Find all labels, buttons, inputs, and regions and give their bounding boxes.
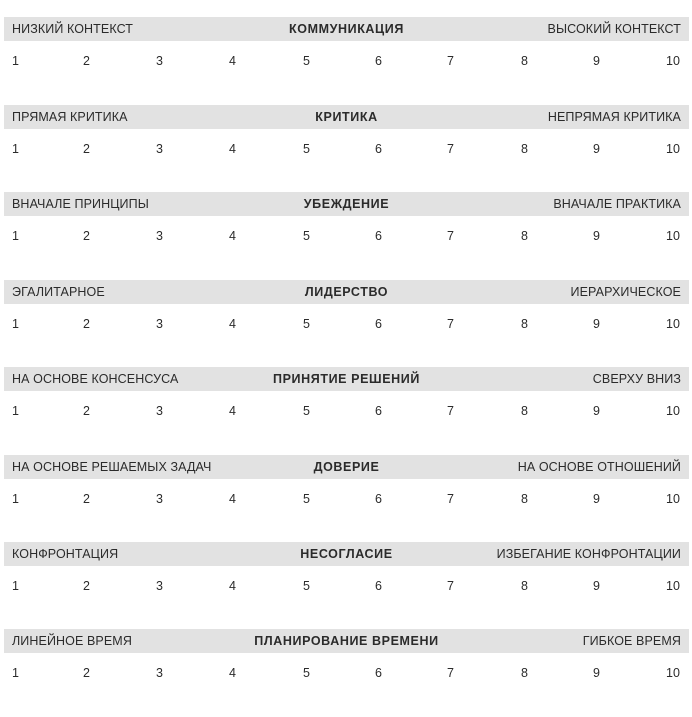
scale-number: 2	[83, 404, 90, 418]
scale-number: 3	[156, 142, 163, 156]
scale-number: 9	[593, 229, 600, 243]
scale-title: ЛИДЕРСТВО	[304, 285, 389, 299]
scale-block	[4, 367, 689, 455]
scale-number: 4	[229, 229, 236, 243]
scale-block	[4, 455, 689, 543]
scale-number: 8	[521, 666, 528, 680]
scale-number: 2	[83, 317, 90, 331]
scale-title: КОММУНИКАЦИЯ	[289, 22, 404, 36]
scale-block	[4, 542, 689, 630]
scale-numbers	[4, 316, 689, 332]
scale-number: 3	[156, 229, 163, 243]
scale-right-label: ГИБКОЕ ВРЕМЯ	[582, 634, 681, 648]
scale-number: 9	[593, 666, 600, 680]
scale-number: 1	[12, 579, 19, 593]
scale-number: 7	[447, 229, 454, 243]
scale-number: 8	[521, 54, 528, 68]
scale-number: 9	[593, 579, 600, 593]
scale-number: 8	[521, 404, 528, 418]
scale-number: 10	[666, 666, 680, 680]
scale-number: 1	[12, 404, 19, 418]
scale-number: 4	[229, 404, 236, 418]
scale-number: 1	[12, 142, 19, 156]
scale-number: 1	[12, 666, 19, 680]
scale-number: 10	[666, 54, 680, 68]
scale-title: ДОВЕРИЕ	[313, 460, 380, 474]
scale-header-bar	[4, 17, 689, 41]
scale-right-label: СВЕРХУ ВНИЗ	[592, 372, 681, 386]
scale-number: 5	[303, 404, 310, 418]
scale-number: 5	[303, 229, 310, 243]
scale-number: 2	[83, 579, 90, 593]
scale-number: 10	[666, 317, 680, 331]
scale-numbers	[4, 665, 689, 681]
scale-number: 8	[521, 492, 528, 506]
scale-right-label: ВНАЧАЛЕ ПРАКТИКА	[553, 197, 681, 211]
scale-number: 10	[666, 229, 680, 243]
scale-number: 6	[375, 666, 382, 680]
scale-number: 9	[593, 317, 600, 331]
scale-number: 3	[156, 404, 163, 418]
scale-left-label: НИЗКИЙ КОНТЕКСТ	[12, 22, 134, 36]
scale-block	[4, 17, 689, 105]
scale-number: 6	[375, 229, 382, 243]
scale-number: 9	[593, 404, 600, 418]
scale-number: 2	[83, 54, 90, 68]
scale-title: ПЛАНИРОВАНИЕ ВРЕМЕНИ	[254, 634, 439, 648]
scale-number: 4	[229, 492, 236, 506]
scale-number: 4	[229, 579, 236, 593]
scale-number: 7	[447, 142, 454, 156]
scale-number: 5	[303, 579, 310, 593]
scale-numbers	[4, 228, 689, 244]
scale-number: 6	[375, 579, 382, 593]
scale-right-label: ВЫСОКИЙ КОНТЕКСТ	[547, 22, 681, 36]
scale-number: 8	[521, 229, 528, 243]
scale-number: 2	[83, 142, 90, 156]
scale-title: НЕСОГЛАСИЕ	[300, 547, 393, 561]
scale-numbers	[4, 141, 689, 157]
scale-number: 10	[666, 492, 680, 506]
scale-header-bar	[4, 542, 689, 566]
scale-number: 9	[593, 142, 600, 156]
scale-number: 3	[156, 579, 163, 593]
scale-number: 9	[593, 54, 600, 68]
scale-title: КРИТИКА	[315, 110, 378, 124]
scale-numbers	[4, 578, 689, 594]
scale-block	[4, 192, 689, 280]
scale-number: 5	[303, 492, 310, 506]
scale-number: 5	[303, 142, 310, 156]
scale-header-bar	[4, 280, 689, 304]
scale-number: 6	[375, 54, 382, 68]
scale-title: ПРИНЯТИЕ РЕШЕНИЙ	[273, 372, 420, 386]
scale-number: 8	[521, 317, 528, 331]
scale-number: 6	[375, 142, 382, 156]
scale-number: 1	[12, 492, 19, 506]
scale-left-label: ЭГАЛИТАРНОЕ	[12, 285, 105, 299]
scale-left-label: НА ОСНОВЕ КОНСЕНСУСА	[12, 372, 179, 386]
scale-header-bar	[4, 455, 689, 479]
scale-header-bar	[4, 192, 689, 216]
scale-number: 7	[447, 404, 454, 418]
scale-number: 7	[447, 666, 454, 680]
scale-number: 8	[521, 142, 528, 156]
scale-right-label: ИЕРАРХИЧЕСКОЕ	[570, 285, 681, 299]
scale-number: 1	[12, 229, 19, 243]
scale-numbers	[4, 491, 689, 507]
scale-left-label: НА ОСНОВЕ РЕШАЕМЫХ ЗАДАЧ	[12, 460, 212, 474]
scale-number: 2	[83, 666, 90, 680]
scale-number: 7	[447, 54, 454, 68]
scale-number: 3	[156, 317, 163, 331]
scale-number: 5	[303, 666, 310, 680]
scale-left-label: ЛИНЕЙНОЕ ВРЕМЯ	[12, 634, 132, 648]
scale-header-bar	[4, 629, 689, 653]
scale-number: 10	[666, 404, 680, 418]
scale-number: 8	[521, 579, 528, 593]
scale-number: 1	[12, 317, 19, 331]
scale-number: 7	[447, 492, 454, 506]
scale-number: 3	[156, 492, 163, 506]
scale-left-label: ПРЯМАЯ КРИТИКА	[12, 110, 128, 124]
scale-number: 3	[156, 54, 163, 68]
scale-number: 5	[303, 54, 310, 68]
scale-number: 6	[375, 404, 382, 418]
scale-number: 1	[12, 54, 19, 68]
scale-number: 10	[666, 579, 680, 593]
scale-number: 4	[229, 666, 236, 680]
scale-number: 9	[593, 492, 600, 506]
scale-number: 5	[303, 317, 310, 331]
scale-left-label: КОНФРОНТАЦИЯ	[12, 547, 119, 561]
scale-number: 4	[229, 54, 236, 68]
scale-number: 7	[447, 317, 454, 331]
scale-number: 6	[375, 317, 382, 331]
scale-number: 10	[666, 142, 680, 156]
scale-number: 6	[375, 492, 382, 506]
scale-number: 7	[447, 579, 454, 593]
scale-number: 2	[83, 492, 90, 506]
scale-left-label: ВНАЧАЛЕ ПРИНЦИПЫ	[12, 197, 149, 211]
scale-right-label: НА ОСНОВЕ ОТНОШЕНИЙ	[517, 460, 681, 474]
scale-header-bar	[4, 367, 689, 391]
scale-numbers	[4, 403, 689, 419]
scale-number: 4	[229, 317, 236, 331]
scale-right-label: НЕПРЯМАЯ КРИТИКА	[547, 110, 681, 124]
scale-numbers	[4, 53, 689, 69]
scale-header-bar	[4, 105, 689, 129]
scale-block	[4, 105, 689, 193]
scale-block	[4, 629, 689, 717]
scale-number: 2	[83, 229, 90, 243]
scale-block	[4, 280, 689, 368]
scale-right-label: ИЗБЕГАНИЕ КОНФРОНТАЦИИ	[496, 547, 681, 561]
scale-number: 3	[156, 666, 163, 680]
scale-number: 4	[229, 142, 236, 156]
scale-title: УБЕЖДЕНИЕ	[303, 197, 390, 211]
